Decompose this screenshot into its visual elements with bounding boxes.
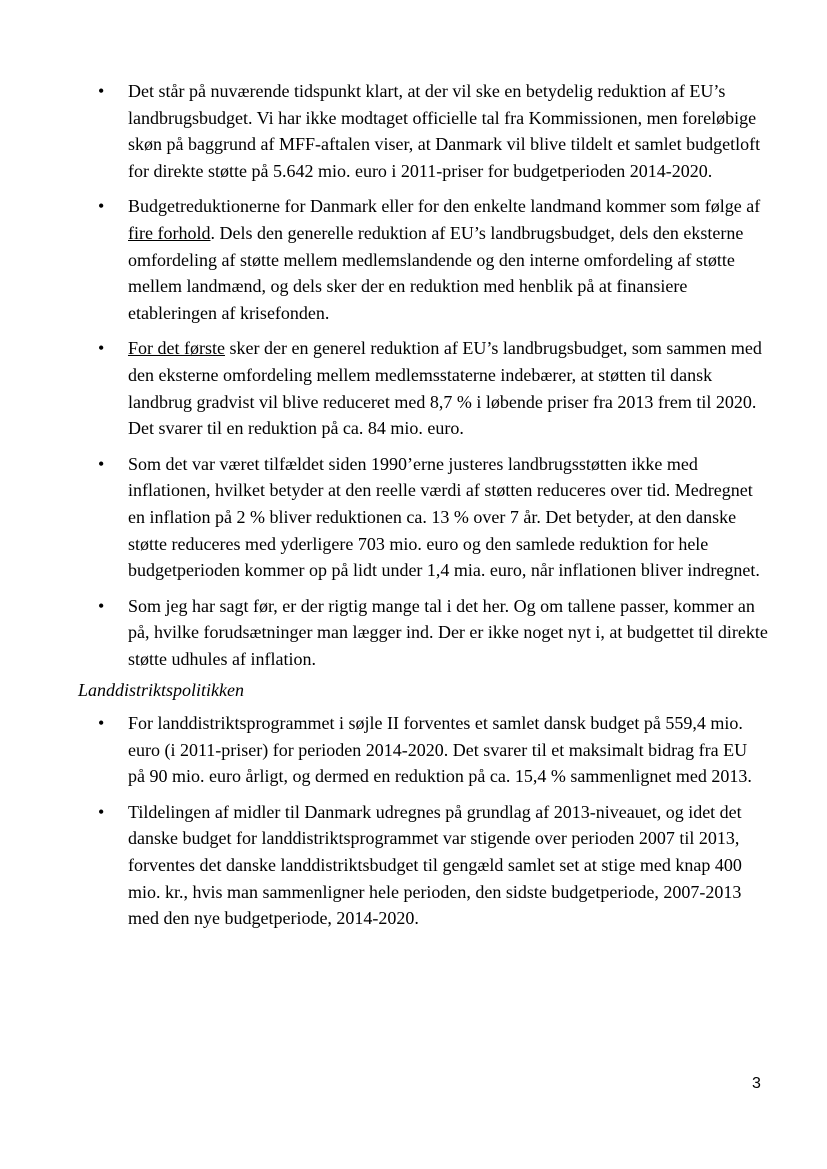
bullet-icon: •	[98, 713, 105, 734]
bullet-text-start: Budgetreduktionerne for Danmark eller for den enkelte landmand kommer som følge af	[128, 196, 761, 217]
bullet-icon: •	[98, 81, 105, 101]
bullet-icon: •	[98, 801, 105, 822]
underlined-phrase: For det første	[128, 338, 225, 359]
bullet-item	[78, 78, 768, 184]
bullet-item	[78, 593, 768, 673]
bullet-item	[78, 710, 768, 790]
page-content	[78, 78, 768, 941]
page-number: 3	[752, 1075, 761, 1092]
bullet-item	[78, 451, 768, 584]
bullet-item	[78, 335, 768, 441]
bullet-icon: •	[98, 338, 105, 359]
bullet-list-rural-policy	[78, 710, 768, 932]
bullet-icon: •	[98, 196, 105, 217]
bullet-text: Som det var været tilfældet siden 1990’erne justeres landbrugsstøtten ikke med inflationen, hvilket betyder at den reelle værdi af støtten reduceres over tid. Medregnet en inflation på 2 % bliver reduktionen ca. 13 % over 7 år. Det betyder, at den danske støtte reduceres med yderligere 703 mio. euro og den samlede reduktion for hele budgetperioden kommer op på lidt under 1,4 mia. euro, når inflationen bliver indregnet.	[128, 453, 760, 581]
bullet-text: Som jeg har sagt før, er der rigtig mange tal i det her. Og om tallene passer, kommer an på, hvilke forudsætninger man lægger ind. Der er ikke noget nyt i, at budgettet til direkte støtte udhules af inflation.	[128, 595, 768, 669]
section-heading: Landdistriktspolitikken	[78, 680, 244, 701]
bullet-text: Tildelingen af midler til Danmark udregnes på grundlag af 2013-niveauet, og idet det danske budget for landdistriktsprogrammet var stigende over perioden 2007 til 2013, forventes det danske landdistriktsbudget til gengæld samlet set at stige med knap 400 mio. kr., hvis man sammenligner hele perioden, den sidste budgetperiode, 2007-2013 med den nye budgetperiode, 2014-2020.	[128, 801, 742, 929]
bullet-icon: •	[98, 453, 105, 474]
bullet-item	[78, 193, 768, 326]
bullet-text: For landdistriktsprogrammet i søjle II forventes et samlet dansk budget på 559,4 mio. euro (i 2011-priser) for perioden 2014-2020. Det svarer til et maksimalt bidrag fra EU på 90 mio. euro årligt, og dermed en reduktion på ca. 15,4 % sammenlignet med 2013.	[128, 713, 752, 787]
bullet-list-direct-support	[78, 78, 768, 672]
underlined-phrase: fire forhold	[128, 222, 211, 243]
bullet-text-end: . Dels den generelle reduktion af EU’s landbrugsbudget, dels den eksterne omfordeling af støtte mellem medlemslandende og den interne omfordeling af støtte mellem landmænd, og dels sker der en reduktion med henblik på at finansiere etableringen af krisefonden.	[128, 222, 744, 323]
bullet-icon: •	[98, 595, 105, 616]
bullet-text-end: sker der en generel reduktion af EU’s landbrugsbudget, som sammen med den eksterne omfordeling mellem medlemsstaterne indebærer, at støtten til dansk landbrug gradvist vil blive reduceret med 8,7 % i løbende priser fra 2013 frem til 2020. Det svarer til en reduktion på ca. 84 mio. euro.	[128, 338, 762, 439]
bullet-text: Det står på nuværende tidspunkt klart, at der vil ske en betydelig reduktion af EU’s landbrugsbudget. Vi har ikke modtaget officielle tal fra Kommissionen, men foreløbige skøn på baggrund af MFF-aftalen viser, at Danmark vil blive tildelt et samlet budgetloft for direkte støtte på 5.642 mio. euro i 2011-priser for budgetperioden 2014-2020.	[128, 81, 761, 181]
bullet-item	[78, 799, 768, 932]
